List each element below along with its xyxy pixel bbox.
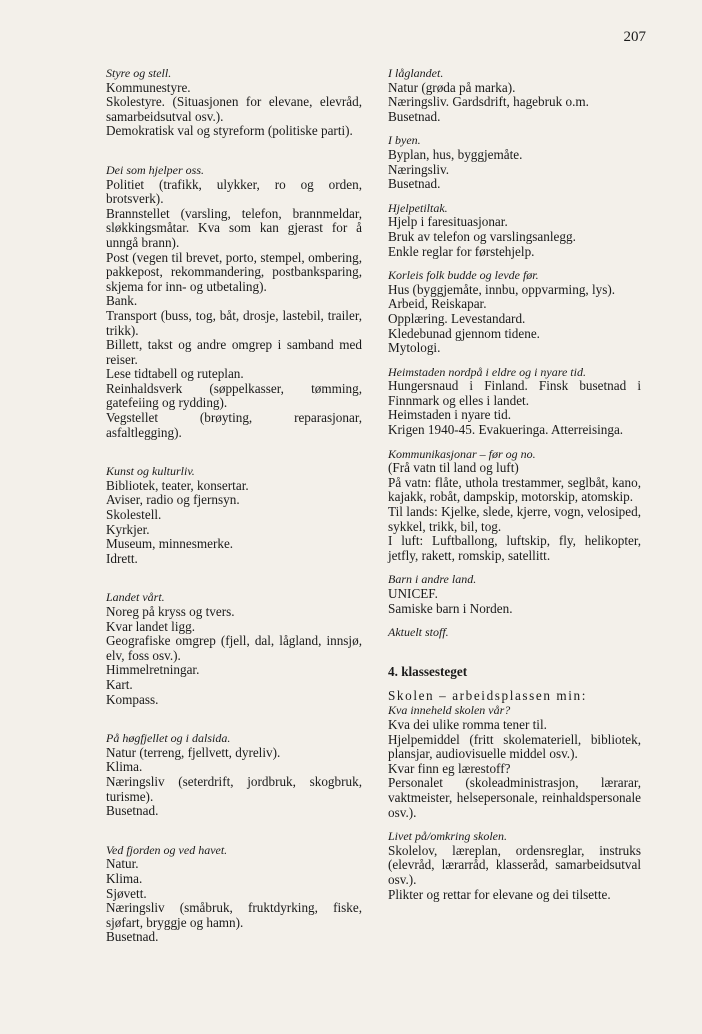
topic-section — [388, 572, 641, 616]
topic-line: Næringsliv (seterdrift, jordbruk, skogbruk, turisme). — [106, 773, 362, 804]
topic-line: Kommunestyre. — [106, 79, 191, 95]
topic-title: Kva inneheld skolen vår? — [388, 703, 511, 718]
topic-line: Himmelretningar. — [106, 662, 200, 678]
topic-line: Reinhaldsverk (søppelkasser, tømming, gatefeiing og rydding). — [106, 380, 362, 411]
topic-title: Heimstaden nordpå i eldre og i nyare tid. — [388, 364, 586, 379]
topic-line: Hungersnaud i Finland. Finsk busetnad i Finnmark og elles i landet. — [388, 378, 641, 408]
topic-line: Idrett. — [106, 550, 138, 566]
topic-line: Geografiske omgrep (fjell, dal, lågland, innsjø, elv, foss osv.). — [106, 633, 362, 663]
topic-line: Noreg på kryss og tvers. — [106, 604, 235, 619]
topic-section — [106, 163, 362, 440]
topic-section — [106, 464, 362, 566]
topic-line: Bruk av telefon og varslingsanlegg. — [388, 228, 576, 244]
topic-line: Skolestyre. (Situasjonen for elevane, elevråd, samarbeidsutval osv.). — [106, 94, 362, 124]
topic-title: Korleis folk budde og levde før. — [388, 268, 539, 283]
topic-line: Busetnad. — [106, 803, 159, 819]
topic-section — [388, 625, 641, 640]
right-column — [388, 66, 641, 902]
topic-line: Byplan, hus, byggjemåte. — [388, 146, 523, 162]
topic-line: Kledebunad gjennom tidene. — [388, 325, 540, 341]
topic-title: Ved fjorden og ved havet. — [106, 842, 228, 857]
topic-line: Natur (grøda på marka). — [388, 79, 516, 95]
topic-line: Aviser, radio og fjernsyn. — [106, 492, 240, 508]
topic-title: På høgfjellet og i dalsida. — [106, 731, 231, 746]
topic-line: Busetnad. — [106, 929, 159, 945]
topic-section — [106, 590, 362, 707]
topic-line: Sjøvett. — [106, 885, 147, 901]
topic-line: Billett, takst og andre omgrep i samband med reiser. — [106, 337, 362, 367]
topic-line: Næringsliv. — [388, 161, 450, 177]
page-number: 207 — [623, 29, 646, 45]
topic-line: Skolestell. — [106, 507, 162, 523]
topic-line: Kvar finn eg lærestoff? — [388, 760, 511, 776]
topic-title: Kommunikasjonar – før og no. — [388, 446, 536, 461]
topic-line: Arbeid, Reiskapar. — [388, 296, 487, 312]
topic-line: Næringsliv (småbruk, fruktdyrking, fiske, sjøfart, bryggje og hamn). — [106, 900, 362, 930]
topic-section — [106, 843, 362, 945]
grade4-block — [388, 664, 641, 902]
grade4-sections — [388, 703, 641, 902]
left-column — [106, 66, 362, 945]
topic-title: I låglandet. — [388, 66, 444, 80]
topic-line: Hus (byggjemåte, innbu, oppvarming, lys). — [388, 281, 616, 297]
topic-line: Kompass. — [106, 691, 159, 707]
topic-line: Skolelov, læreplan, ordensreglar, instruks (elevråd, lærarråd, klasseråd, samarbeidsutval osv.). — [388, 842, 641, 887]
grade-heading: 4. klassesteget — [388, 663, 468, 679]
topic-line: Mytologi. — [388, 340, 441, 356]
topic-line: Personalet (skoleadministrasjon, lærarar, vaktmeister, helsepersonale, reinhaldspersonale osv.). — [388, 775, 641, 820]
topic-title: Styre og stell. — [106, 66, 172, 80]
topic-line: Natur (terreng, fjellvett, dyreliv). — [106, 744, 281, 760]
topic-line: Kva dei ulike romma tener til. — [388, 716, 547, 732]
topic-line: Samiske barn i Norden. — [388, 600, 513, 616]
topic-line: Brannstellet (varsling, telefon, brannmeldar, sløkkingsmåtar. Kva som kan gjerast for å unngå brann). — [106, 205, 362, 250]
topic-line: Busetnad. — [388, 176, 441, 192]
topic-line: Museum, minnesmerke. — [106, 536, 234, 552]
grade-subheading: Skolen – arbeidsplassen min: — [388, 687, 587, 703]
topic-title: I byen. — [388, 133, 421, 148]
topic-line: Opplæring. Levestandard. — [388, 310, 526, 326]
topic-title: Hjelpetiltak. — [388, 200, 448, 215]
topic-line: Demokratisk val og styreform (politiske parti). — [106, 123, 353, 139]
topic-section — [106, 731, 362, 819]
topic-section — [388, 703, 641, 820]
topic-section — [388, 829, 641, 902]
topic-title: Livet på/omkring skolen. — [388, 829, 507, 844]
topic-line: Busetnad. — [388, 108, 441, 124]
topic-line: På vatn: flåte, uthola trestammer, seglbåt, kano, kajakk, robåt, dampskip, motorskip, atomskip. — [388, 474, 641, 505]
topic-line: Kvar landet ligg. — [106, 618, 195, 634]
topic-line: Til lands: Kjelke, slede, kjerre, vogn, velosiped, sykkel, trikk, bil, tog. — [388, 504, 641, 534]
topic-line: Plikter og rettar for elevane og dei tilsette. — [388, 886, 611, 902]
topic-line: Enkle reglar for førstehjelp. — [388, 243, 535, 259]
topic-line: Klima. — [106, 759, 143, 775]
topic-section — [388, 268, 641, 356]
topic-line: I luft: Luftballong, luftskip, fly, helikopter, jetfly, rakett, romskip, satellitt. — [388, 533, 641, 563]
topic-line: Hjelpemiddel (fritt skolemateriell, bibliotek, plansjar, audiovisuelle middel osv.). — [388, 731, 641, 762]
topic-line: Heimstaden i nyare tid. — [388, 407, 512, 423]
topic-line: (Frå vatn til land og luft) — [388, 460, 519, 476]
topic-section — [106, 66, 362, 139]
topic-section — [388, 66, 641, 124]
topic-section — [388, 133, 641, 191]
topic-section — [388, 201, 641, 259]
topic-line: Kyrkjer. — [106, 521, 150, 537]
topic-line: Kart. — [106, 676, 133, 692]
topic-line: Vegstellet (brøyting, reparasjonar, asfaltlegging). — [106, 410, 362, 440]
topic-title: Landet vårt. — [106, 590, 165, 605]
topic-line: UNICEF. — [388, 586, 438, 601]
topic-section — [388, 365, 641, 438]
topic-line: Næringsliv. Gardsdrift, hagebruk o.m. — [388, 94, 589, 110]
topic-line: Krigen 1940-45. Evakueringa. Atterreisinga. — [388, 422, 624, 438]
topic-section — [388, 447, 641, 564]
topic-title: Kunst og kulturliv. — [106, 464, 195, 479]
topic-line: Klima. — [106, 870, 143, 886]
topic-line: Bibliotek, teater, konsertar. — [106, 477, 249, 493]
right-sections — [388, 66, 641, 640]
topic-line: Transport (buss, tog, båt, drosje, lastebil, trailer, trikk). — [106, 307, 362, 338]
topic-title: Dei som hjelper oss. — [106, 162, 204, 177]
topic-line: Post (vegen til brevet, porto, stempel, ombering, pakkepost, rekommandering, postbanksparing, skjema for inn- og utbetaling). — [106, 249, 362, 294]
topic-line: Politiet (trafikk, ulykker, ro og orden, brotsverk). — [106, 176, 362, 207]
topic-line: Bank. — [106, 293, 138, 309]
topic-title: Barn i andre land. — [388, 572, 477, 587]
topic-line: Natur. — [106, 856, 139, 872]
topic-title: Aktuelt stoff. — [388, 625, 449, 640]
topic-line: Lese tidtabell og ruteplan. — [106, 366, 244, 382]
topic-line: Hjelp i faresituasjonar. — [388, 214, 508, 230]
